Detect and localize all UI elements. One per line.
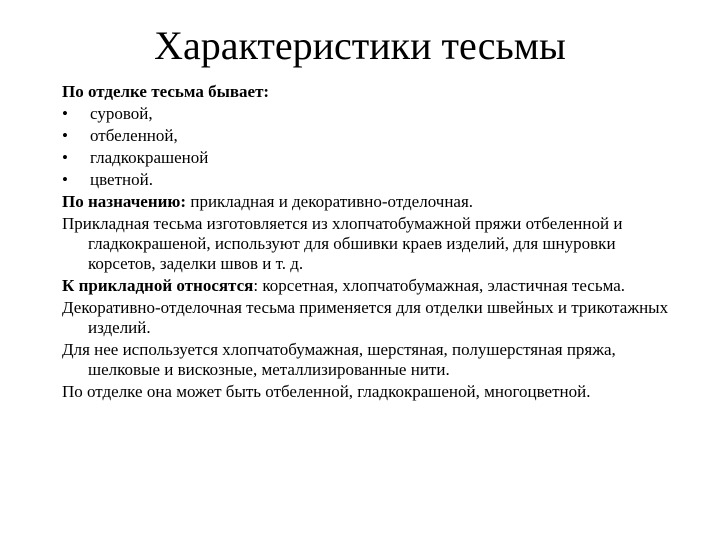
applied-types-paragraph [62, 276, 672, 296]
bullet-item [62, 126, 672, 146]
finish-heading-text: По отделке тесьма бывает: [62, 82, 270, 101]
bullet-icon: • [62, 104, 68, 123]
finish-note-paragraph: По отделке она может быть отбеленной, гладкокрашеной, многоцветной. [62, 382, 591, 401]
slide-content [62, 82, 672, 404]
applied-types-text: : корсетная, хлопчатобумажная, эластичная тесьма. [253, 276, 626, 295]
bullet-text: суровой, [90, 104, 153, 123]
bullet-text: отбеленной, [90, 126, 178, 145]
materials-paragraph: Для нее используется хлопчатобумажная, шерстяная, полушерстяная пряжа, шелковые и вискозные, металлизированные нити. [62, 340, 616, 379]
bullet-item [62, 170, 672, 190]
finish-heading [62, 82, 672, 102]
bullet-icon: • [62, 126, 68, 145]
bullet-item [62, 148, 672, 168]
applied-types-label: К прикладной относятся [62, 276, 254, 295]
slide-title: Характеристики тесьмы [154, 23, 566, 68]
bullet-text: цветной. [90, 170, 153, 189]
purpose-label: По назначению: [62, 192, 187, 211]
bullet-icon: • [62, 170, 68, 189]
decorative-tape-paragraph: Декоративно-отделочная тесьма применяется для отделки швейных и трикотажных изделий. [62, 298, 669, 337]
applied-tape-paragraph: Прикладная тесьма изготовляется из хлопчатобумажной пряжи отбеленной и гладкокрашеной, используют для обшивки краев изделий, для шнуровки корсетов, заделки швов и т. д. [62, 214, 623, 273]
bullet-icon: • [62, 148, 68, 167]
bullet-item [62, 104, 672, 124]
purpose-paragraph [62, 192, 672, 212]
bullet-text: гладкокрашеной [90, 148, 209, 167]
purpose-text: прикладная и декоративно-отделочная. [186, 192, 474, 211]
